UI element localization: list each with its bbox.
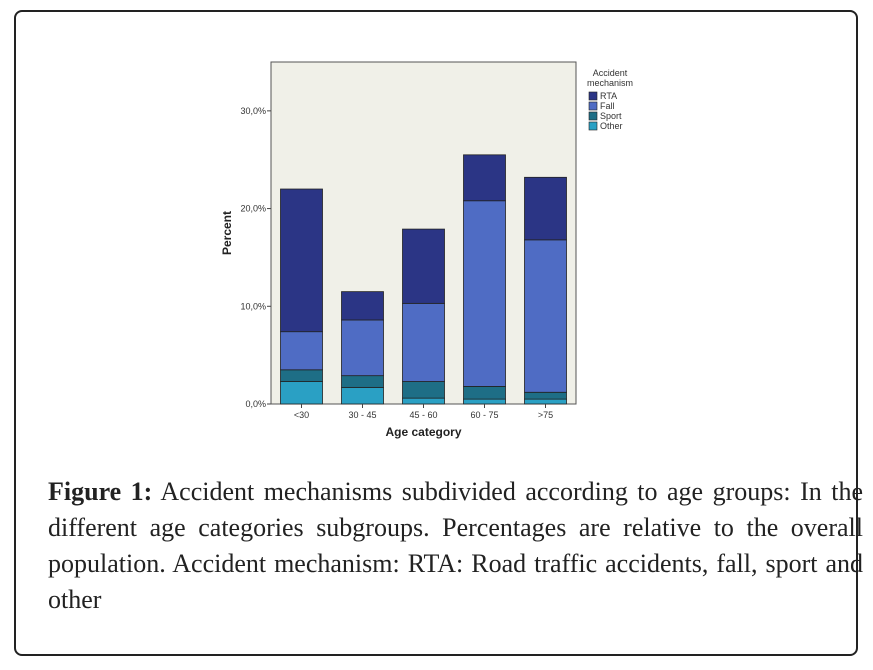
x-tick-label: 30 - 45 [348, 410, 377, 420]
bar-segment-fall [403, 303, 445, 381]
bar-segment-other [403, 398, 445, 404]
stacked-bar-chart [211, 52, 651, 452]
caption-label: Figure 1: [48, 477, 153, 506]
bar-segment-rta [342, 292, 384, 320]
bar-segment-rta [281, 189, 323, 332]
legend-label-sport: Sport [600, 111, 622, 121]
y-axis-title: Percent [220, 210, 234, 256]
y-tick-label: 30,0% [240, 105, 266, 116]
legend-swatch-rta [589, 92, 597, 100]
legend-label-other: Other [600, 121, 623, 131]
figure-frame [14, 10, 863, 656]
caption-text: Accident mechanisms subdivided according to age groups: In the different age categories subgroups. Percentages are relative to the overall population. Accident mechanism: RTA: Road traffic accidents, fall, sport and other [48, 477, 863, 614]
legend-title-line1: Accident [592, 68, 628, 78]
bar-segment-fall [464, 201, 506, 387]
bar-segment-fall [525, 240, 567, 392]
bar-segment-other [342, 387, 384, 404]
bar-segment-sport [525, 392, 567, 399]
legend-swatch-fall [589, 102, 597, 110]
legend-swatch-sport [589, 112, 597, 120]
bar-segment-other [281, 382, 323, 404]
bar-segment-rta [525, 177, 567, 240]
y-tick-label: 0,0% [245, 399, 266, 409]
bar-segment-rta [403, 229, 445, 303]
bar-segment-fall [342, 320, 384, 376]
x-tick-label: 45 - 60 [409, 410, 438, 420]
y-tick-label: 10,0% [240, 301, 266, 312]
y-tick-label: 20,0% [240, 203, 266, 214]
x-tick-label: <30 [293, 410, 310, 420]
legend-swatch-other [589, 122, 597, 130]
bar-segment-other [464, 399, 506, 404]
bar-segment-other [525, 399, 567, 404]
bar-segment-sport [342, 376, 384, 388]
legend-title-line2: mechanism [586, 78, 634, 88]
bar-segment-rta [464, 155, 506, 201]
legend-label-fall: Fall [600, 101, 615, 111]
bar-segment-sport [464, 386, 506, 399]
x-tick-label: 60 - 75 [470, 410, 499, 420]
bar-segment-sport [403, 382, 445, 399]
legend-label-rta: RTA [600, 91, 618, 101]
bar-segment-sport [281, 370, 323, 382]
x-tick-label: >75 [537, 410, 554, 420]
x-axis-title: Age category [385, 425, 462, 439]
figure-caption [48, 474, 863, 618]
bar-segment-fall [281, 332, 323, 370]
